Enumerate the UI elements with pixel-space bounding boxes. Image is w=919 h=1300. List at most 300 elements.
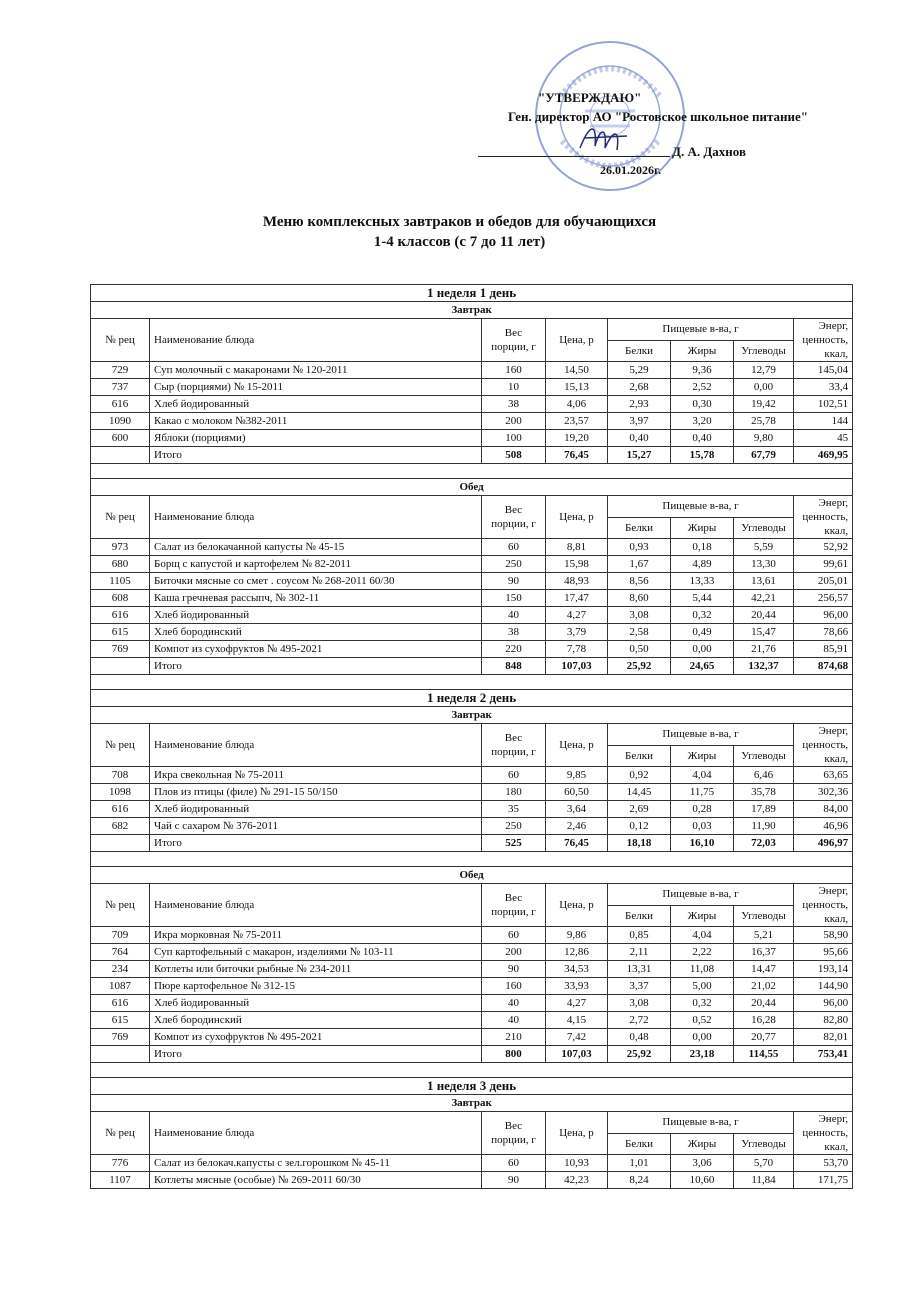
header-energy: Энерг, ценность, ккал, [794, 319, 853, 362]
dish-energy: 84,00 [794, 801, 853, 818]
dish-rec: 234 [91, 961, 150, 978]
dish-price: 33,93 [546, 978, 608, 995]
total-energy: 753,41 [794, 1046, 853, 1063]
approval-position: Ген. директор АО "Ростовское школьное питание" [508, 109, 808, 124]
dish-energy: 53,70 [794, 1155, 853, 1172]
total-protein: 25,92 [608, 1046, 671, 1063]
header-price: Цена, р [546, 319, 608, 362]
dish-protein: 3,97 [608, 413, 671, 430]
dish-protein: 0,92 [608, 767, 671, 784]
dish-carbs: 42,21 [734, 590, 794, 607]
dish-protein: 0,48 [608, 1029, 671, 1046]
dish-energy: 82,01 [794, 1029, 853, 1046]
total-empty [91, 447, 150, 464]
header-fat: Жиры [671, 745, 734, 767]
header-nutrients: Пищевые в-ва, г [608, 319, 794, 341]
dish-weight: 38 [482, 624, 546, 641]
dish-protein: 2,93 [608, 396, 671, 413]
dish-rec: 708 [91, 767, 150, 784]
dish-weight: 60 [482, 539, 546, 556]
total-empty [91, 1046, 150, 1063]
header-rec: № рец [91, 496, 150, 539]
dish-name: Хлеб йодированный [150, 607, 482, 624]
dish-rec: 973 [91, 539, 150, 556]
dish-fat: 0,30 [671, 396, 734, 413]
dish-fat: 4,04 [671, 767, 734, 784]
header-protein: Белки [608, 1133, 671, 1155]
dish-name: Хлеб йодированный [150, 995, 482, 1012]
total-carbs: 72,03 [734, 835, 794, 852]
total-carbs: 132,37 [734, 658, 794, 675]
dish-row [91, 818, 853, 835]
header-protein: Белки [608, 517, 671, 539]
header-fat: Жиры [671, 517, 734, 539]
column-header-row [91, 884, 853, 906]
dish-name: Борщ с капустой и картофелем № 82-2011 [150, 556, 482, 573]
header-carbs: Углеводы [734, 905, 794, 927]
spacer-cell [91, 675, 853, 690]
dish-carbs: 9,80 [734, 430, 794, 447]
dish-protein: 8,24 [608, 1172, 671, 1189]
dish-fat: 0,32 [671, 995, 734, 1012]
header-rec: № рец [91, 884, 150, 927]
dish-rec: 615 [91, 624, 150, 641]
dish-weight: 200 [482, 944, 546, 961]
dish-protein: 0,93 [608, 539, 671, 556]
header-energy: Энерг, ценность, ккал, [794, 884, 853, 927]
dish-energy: 45 [794, 430, 853, 447]
total-row [91, 447, 853, 464]
meal-title-row [91, 1095, 853, 1112]
header-weight: Вес порции, г [482, 724, 546, 767]
dish-fat: 13,33 [671, 573, 734, 590]
dish-price: 12,86 [546, 944, 608, 961]
dish-fat: 0,18 [671, 539, 734, 556]
dish-row [91, 607, 853, 624]
total-label: Итого [150, 658, 482, 675]
meal-title-row [91, 707, 853, 724]
dish-energy: 193,14 [794, 961, 853, 978]
total-energy: 469,95 [794, 447, 853, 464]
meal-title: Обед [91, 867, 853, 884]
header-carbs: Углеводы [734, 340, 794, 362]
dish-carbs: 13,30 [734, 556, 794, 573]
dish-row [91, 573, 853, 590]
header-nutrients: Пищевые в-ва, г [608, 496, 794, 518]
dish-protein: 5,29 [608, 362, 671, 379]
dish-rec: 1098 [91, 784, 150, 801]
header-carbs: Углеводы [734, 745, 794, 767]
dish-row [91, 1029, 853, 1046]
dish-protein: 2,11 [608, 944, 671, 961]
dish-row [91, 961, 853, 978]
dish-row [91, 379, 853, 396]
dish-fat: 0,32 [671, 607, 734, 624]
menu-table-container [90, 284, 852, 1189]
dish-price: 3,64 [546, 801, 608, 818]
dish-name: Суп картофельный с макарон, изделиями № 103-11 [150, 944, 482, 961]
dish-row [91, 413, 853, 430]
dish-fat: 11,08 [671, 961, 734, 978]
dish-row [91, 539, 853, 556]
dish-name: Салат из белокачанной капусты № 45-15 [150, 539, 482, 556]
header-fat: Жиры [671, 1133, 734, 1155]
dish-energy: 46,96 [794, 818, 853, 835]
dish-rec: 1090 [91, 413, 150, 430]
spacer-cell [91, 464, 853, 479]
header-fat: Жиры [671, 905, 734, 927]
dish-protein: 0,50 [608, 641, 671, 658]
dish-rec: 764 [91, 944, 150, 961]
total-row [91, 835, 853, 852]
dish-carbs: 11,84 [734, 1172, 794, 1189]
dish-row [91, 1012, 853, 1029]
total-fat: 16,10 [671, 835, 734, 852]
total-label: Итого [150, 447, 482, 464]
dish-rec: 769 [91, 1029, 150, 1046]
dish-weight: 90 [482, 573, 546, 590]
dish-carbs: 16,37 [734, 944, 794, 961]
meal-title: Завтрак [91, 302, 853, 319]
dish-price: 7,78 [546, 641, 608, 658]
dish-row [91, 430, 853, 447]
dish-fat: 2,52 [671, 379, 734, 396]
header-nutrients: Пищевые в-ва, г [608, 1112, 794, 1134]
title-line-2: 1-4 классов (с 7 до 11 лет) [373, 234, 546, 250]
dish-rec: 616 [91, 801, 150, 818]
menu-table [90, 284, 853, 1189]
dish-fat: 2,22 [671, 944, 734, 961]
dish-weight: 60 [482, 1155, 546, 1172]
dish-carbs: 11,90 [734, 818, 794, 835]
dish-energy: 171,75 [794, 1172, 853, 1189]
header-nutrients: Пищевые в-ва, г [608, 724, 794, 746]
dish-price: 2,46 [546, 818, 608, 835]
approval-name: Д. А. Дахнов [672, 144, 746, 159]
day-title: 1 неделя 2 день [91, 690, 853, 707]
header-protein: Белки [608, 340, 671, 362]
total-energy: 874,68 [794, 658, 853, 675]
dish-weight: 100 [482, 430, 546, 447]
meal-title-row [91, 302, 853, 319]
dish-carbs: 5,21 [734, 927, 794, 944]
dish-price: 9,86 [546, 927, 608, 944]
dish-row [91, 1155, 853, 1172]
dish-rec: 682 [91, 818, 150, 835]
dish-fat: 11,75 [671, 784, 734, 801]
dish-rec: 1107 [91, 1172, 150, 1189]
dish-energy: 33,4 [794, 379, 853, 396]
dish-name: Хлеб бородинский [150, 1012, 482, 1029]
spacer-row [91, 1063, 853, 1078]
dish-weight: 250 [482, 818, 546, 835]
spacer-row [91, 852, 853, 867]
dish-name: Чай с сахаром № 376-2011 [150, 818, 482, 835]
signature-icon [575, 118, 635, 158]
dish-energy: 144 [794, 413, 853, 430]
meal-title: Завтрак [91, 1095, 853, 1112]
dish-price: 17,47 [546, 590, 608, 607]
header-protein: Белки [608, 745, 671, 767]
dish-name: Салат из белокач.капусты с зел.горошком № 45-11 [150, 1155, 482, 1172]
header-name: Наименование блюда [150, 319, 482, 362]
total-price: 107,03 [546, 1046, 608, 1063]
dish-weight: 90 [482, 961, 546, 978]
dish-rec: 600 [91, 430, 150, 447]
dish-carbs: 12,79 [734, 362, 794, 379]
dish-fat: 4,89 [671, 556, 734, 573]
column-header-row [91, 724, 853, 746]
dish-protein: 2,72 [608, 1012, 671, 1029]
dish-carbs: 13,61 [734, 573, 794, 590]
dish-name: Биточки мясные со смет . соусом № 268-2011 60/30 [150, 573, 482, 590]
dish-price: 42,23 [546, 1172, 608, 1189]
column-header-row [91, 319, 853, 341]
dish-energy: 205,01 [794, 573, 853, 590]
dish-energy: 85,91 [794, 641, 853, 658]
header-carbs: Углеводы [734, 1133, 794, 1155]
header-energy: Энерг, ценность, ккал, [794, 496, 853, 539]
dish-energy: 78,66 [794, 624, 853, 641]
dish-protein: 1,01 [608, 1155, 671, 1172]
total-fat: 24,65 [671, 658, 734, 675]
dish-fat: 9,36 [671, 362, 734, 379]
meal-title: Завтрак [91, 707, 853, 724]
dish-price: 15,13 [546, 379, 608, 396]
total-protein: 18,18 [608, 835, 671, 852]
total-price: 107,03 [546, 658, 608, 675]
dish-name: Хлеб йодированный [150, 801, 482, 818]
dish-name: Каша гречневая рассыпч, № 302-11 [150, 590, 482, 607]
dish-protein: 0,12 [608, 818, 671, 835]
dish-price: 23,57 [546, 413, 608, 430]
header-rec: № рец [91, 1112, 150, 1155]
dish-price: 15,98 [546, 556, 608, 573]
dish-name: Какао с молоком №382-2011 [150, 413, 482, 430]
dish-price: 48,93 [546, 573, 608, 590]
title-line-1: Меню комплексных завтраков и обедов для обучающихся [262, 214, 657, 230]
total-weight: 848 [482, 658, 546, 675]
header-nutrients: Пищевые в-ва, г [608, 884, 794, 906]
dish-protein: 8,56 [608, 573, 671, 590]
total-weight: 508 [482, 447, 546, 464]
dish-price: 4,06 [546, 396, 608, 413]
day-title-row [91, 690, 853, 707]
column-header-row [91, 1112, 853, 1134]
dish-row [91, 927, 853, 944]
dish-name: Котлеты или биточки рыбные № 234-2011 [150, 961, 482, 978]
dish-energy: 52,92 [794, 539, 853, 556]
dish-energy: 96,00 [794, 995, 853, 1012]
dish-weight: 160 [482, 362, 546, 379]
dish-protein: 3,08 [608, 607, 671, 624]
total-price: 76,45 [546, 447, 608, 464]
dish-carbs: 19,42 [734, 396, 794, 413]
dish-carbs: 6,46 [734, 767, 794, 784]
dish-fat: 0,00 [671, 641, 734, 658]
dish-fat: 3,20 [671, 413, 734, 430]
total-energy: 496,97 [794, 835, 853, 852]
total-label: Итого [150, 1046, 482, 1063]
dish-rec: 1105 [91, 573, 150, 590]
header-name: Наименование блюда [150, 884, 482, 927]
dish-weight: 40 [482, 995, 546, 1012]
dish-price: 14,50 [546, 362, 608, 379]
dish-price: 4,27 [546, 995, 608, 1012]
dish-price: 19,20 [546, 430, 608, 447]
approval-title: "УТВЕРЖДАЮ" [538, 90, 642, 105]
total-empty [91, 835, 150, 852]
dish-protein: 3,08 [608, 995, 671, 1012]
spacer-cell [91, 852, 853, 867]
dish-protein: 2,68 [608, 379, 671, 396]
total-carbs: 67,79 [734, 447, 794, 464]
dish-protein: 8,60 [608, 590, 671, 607]
header-name: Наименование блюда [150, 724, 482, 767]
spacer-cell [91, 1063, 853, 1078]
dish-row [91, 624, 853, 641]
dish-price: 4,15 [546, 1012, 608, 1029]
dish-weight: 40 [482, 1012, 546, 1029]
dish-rec: 616 [91, 607, 150, 624]
dish-rec: 776 [91, 1155, 150, 1172]
dish-weight: 180 [482, 784, 546, 801]
dish-energy: 58,90 [794, 927, 853, 944]
dish-rec: 709 [91, 927, 150, 944]
header-weight: Вес порции, г [482, 884, 546, 927]
header-protein: Белки [608, 905, 671, 927]
dish-row [91, 995, 853, 1012]
document-title [0, 212, 919, 252]
dish-weight: 220 [482, 641, 546, 658]
dish-name: Суп молочный с макаронами № 120-2011 [150, 362, 482, 379]
day-title-row [91, 1078, 853, 1095]
dish-carbs: 20,44 [734, 607, 794, 624]
dish-carbs: 21,02 [734, 978, 794, 995]
header-price: Цена, р [546, 1112, 608, 1155]
signature-line [478, 156, 670, 157]
dish-weight: 40 [482, 607, 546, 624]
header-energy: Энерг, ценность, ккал, [794, 724, 853, 767]
dish-energy: 82,80 [794, 1012, 853, 1029]
dish-carbs: 14,47 [734, 961, 794, 978]
dish-carbs: 20,77 [734, 1029, 794, 1046]
dish-row [91, 641, 853, 658]
dish-carbs: 25,78 [734, 413, 794, 430]
dish-weight: 160 [482, 978, 546, 995]
dish-name: Компот из сухофруктов № 495-2021 [150, 1029, 482, 1046]
meal-title-row [91, 867, 853, 884]
dish-row [91, 1172, 853, 1189]
total-price: 76,45 [546, 835, 608, 852]
day-title-row [91, 285, 853, 302]
dish-weight: 38 [482, 396, 546, 413]
total-row [91, 658, 853, 675]
dish-price: 7,42 [546, 1029, 608, 1046]
dish-price: 60,50 [546, 784, 608, 801]
dish-fat: 0,49 [671, 624, 734, 641]
header-energy: Энерг, ценность, ккал, [794, 1112, 853, 1155]
dish-carbs: 0,00 [734, 379, 794, 396]
dish-weight: 150 [482, 590, 546, 607]
dish-protein: 0,40 [608, 430, 671, 447]
header-price: Цена, р [546, 496, 608, 539]
dish-protein: 0,85 [608, 927, 671, 944]
dish-row [91, 767, 853, 784]
dish-weight: 90 [482, 1172, 546, 1189]
meal-title: Обед [91, 479, 853, 496]
dish-protein: 1,67 [608, 556, 671, 573]
dish-name: Сыр (порциями) № 15-2011 [150, 379, 482, 396]
dish-row [91, 801, 853, 818]
dish-name: Хлеб бородинский [150, 624, 482, 641]
meal-title-row [91, 479, 853, 496]
header-price: Цена, р [546, 884, 608, 927]
day-title: 1 неделя 1 день [91, 285, 853, 302]
dish-row [91, 944, 853, 961]
dish-energy: 144,90 [794, 978, 853, 995]
total-fat: 15,78 [671, 447, 734, 464]
dish-name: Котлеты мясные (особые) № 269-2011 60/30 [150, 1172, 482, 1189]
total-fat: 23,18 [671, 1046, 734, 1063]
dish-fat: 10,60 [671, 1172, 734, 1189]
dish-rec: 1087 [91, 978, 150, 995]
dish-carbs: 35,78 [734, 784, 794, 801]
dish-energy: 96,00 [794, 607, 853, 624]
dish-energy: 145,04 [794, 362, 853, 379]
dish-name: Икра свекольная № 75-2011 [150, 767, 482, 784]
dish-carbs: 17,89 [734, 801, 794, 818]
total-weight: 525 [482, 835, 546, 852]
dish-row [91, 396, 853, 413]
dish-row [91, 362, 853, 379]
header-name: Наименование блюда [150, 1112, 482, 1155]
dish-weight: 200 [482, 413, 546, 430]
dish-energy: 95,66 [794, 944, 853, 961]
dish-price: 4,27 [546, 607, 608, 624]
dish-fat: 5,44 [671, 590, 734, 607]
dish-carbs: 16,28 [734, 1012, 794, 1029]
day-title: 1 неделя 3 день [91, 1078, 853, 1095]
dish-protein: 13,31 [608, 961, 671, 978]
dish-row [91, 590, 853, 607]
dish-row [91, 784, 853, 801]
dish-energy: 302,36 [794, 784, 853, 801]
dish-protein: 14,45 [608, 784, 671, 801]
dish-price: 10,93 [546, 1155, 608, 1172]
header-rec: № рец [91, 724, 150, 767]
approval-date: 26.01.2026г. [600, 163, 662, 177]
dish-protein: 2,69 [608, 801, 671, 818]
header-price: Цена, р [546, 724, 608, 767]
header-rec: № рец [91, 319, 150, 362]
dish-rec: 616 [91, 396, 150, 413]
dish-energy: 99,61 [794, 556, 853, 573]
header-weight: Вес порции, г [482, 1112, 546, 1155]
dish-price: 3,79 [546, 624, 608, 641]
dish-fat: 0,03 [671, 818, 734, 835]
dish-energy: 256,57 [794, 590, 853, 607]
dish-rec: 737 [91, 379, 150, 396]
dish-fat: 0,52 [671, 1012, 734, 1029]
header-fat: Жиры [671, 340, 734, 362]
total-row [91, 1046, 853, 1063]
dish-fat: 0,40 [671, 430, 734, 447]
header-name: Наименование блюда [150, 496, 482, 539]
dish-weight: 35 [482, 801, 546, 818]
total-protein: 25,92 [608, 658, 671, 675]
dish-protein: 2,58 [608, 624, 671, 641]
